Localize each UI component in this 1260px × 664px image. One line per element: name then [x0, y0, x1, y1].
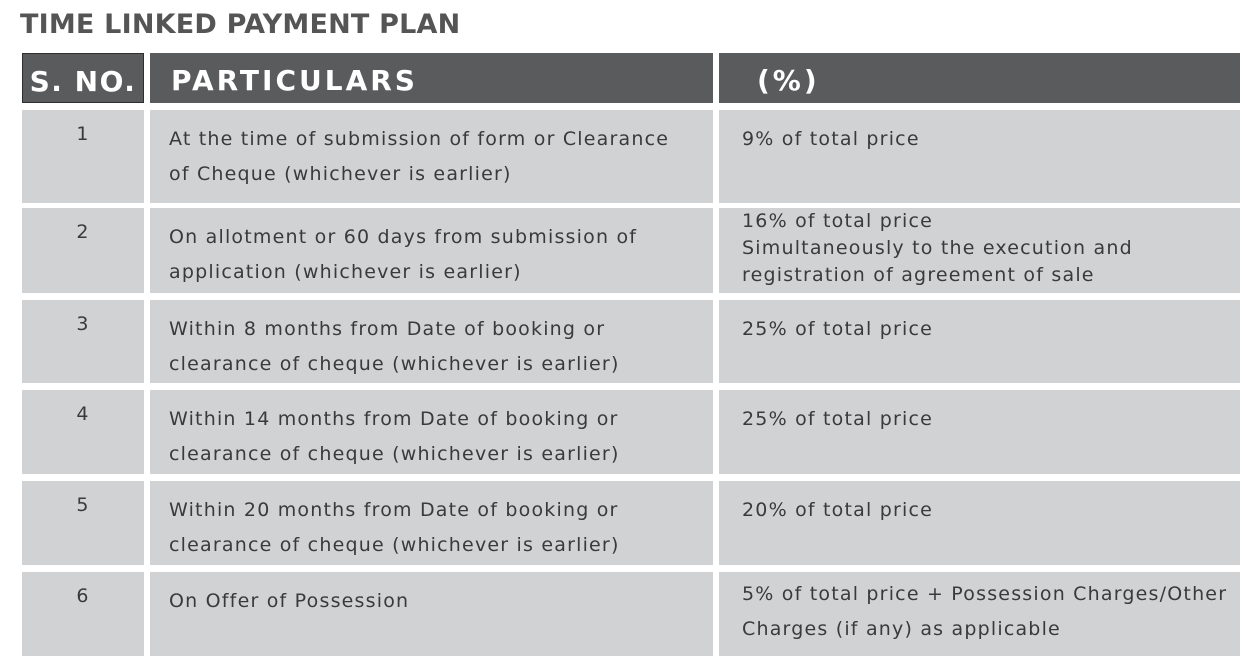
row-6-sno: 6 [22, 572, 144, 656]
header-percent: (%) [719, 53, 1240, 103]
row-6-particulars [150, 572, 713, 656]
row-5-percent-line-1: 20% of total price [742, 499, 933, 521]
row-4-percent [719, 390, 1240, 474]
row-4-sno: 4 [22, 390, 144, 474]
row-1-percent-line-1: 9% of total price [742, 128, 920, 150]
row-2-percent-line-3: registration of agreement of sale [742, 264, 1095, 286]
row-3-sno: 3 [22, 300, 144, 383]
row-1-particulars [150, 110, 713, 203]
row-6-percent-line-1: 5% of total price + Possession Charges/Other [742, 583, 1228, 605]
header-particulars: PARTICULARS [150, 53, 713, 103]
row-4-particulars-line-2: clearance of cheque (whichever is earlier) [169, 442, 620, 465]
row-2-particulars-line-1: On allotment or 60 days from submission of [169, 226, 638, 248]
row-3-particulars [150, 300, 713, 383]
row-6-percent [719, 572, 1240, 656]
row-3-percent [719, 300, 1240, 383]
row-3-particulars-line-1: Within 8 months from Date of booking or [169, 318, 606, 340]
row-5-particulars [150, 481, 713, 565]
row-1-sno: 1 [22, 110, 144, 203]
row-5-particulars-line-1: Within 20 months from Date of booking or [169, 499, 619, 521]
row-2-particulars [150, 208, 713, 293]
row-2-percent [719, 208, 1240, 293]
row-5-particulars-line-2: clearance of cheque (whichever is earlier) [169, 533, 620, 556]
row-3-particulars-line-2: clearance of cheque (whichever is earlier) [169, 352, 620, 375]
row-4-percent-line-1: 25% of total price [742, 408, 933, 430]
row-5-percent [719, 481, 1240, 565]
row-4-particulars [150, 390, 713, 474]
row-4-particulars-line-1: Within 14 months from Date of booking or [169, 408, 619, 430]
row-1-percent [719, 110, 1240, 203]
row-2-percent-line-2: Simultaneously to the execution and [742, 237, 1133, 259]
row-2-sno: 2 [22, 208, 144, 293]
page-title: TIME LINKED PAYMENT PLAN [20, 9, 461, 40]
row-5-sno: 5 [22, 481, 144, 565]
row-6-percent-line-2: Charges (if any) as applicable [742, 617, 1061, 640]
row-1-particulars-line-1: At the time of submission of form or Clearance [169, 128, 670, 150]
row-2-particulars-line-2: application (whichever is earlier) [169, 260, 522, 283]
row-6-particulars-line-1: On Offer of Possession [169, 590, 410, 612]
header-sno: S. NO. [22, 53, 144, 103]
row-1-particulars-line-2: of Cheque (whichever is earlier) [169, 162, 512, 185]
row-2-percent-line-1: 16% of total price [742, 210, 933, 232]
row-3-percent-line-1: 25% of total price [742, 318, 933, 340]
